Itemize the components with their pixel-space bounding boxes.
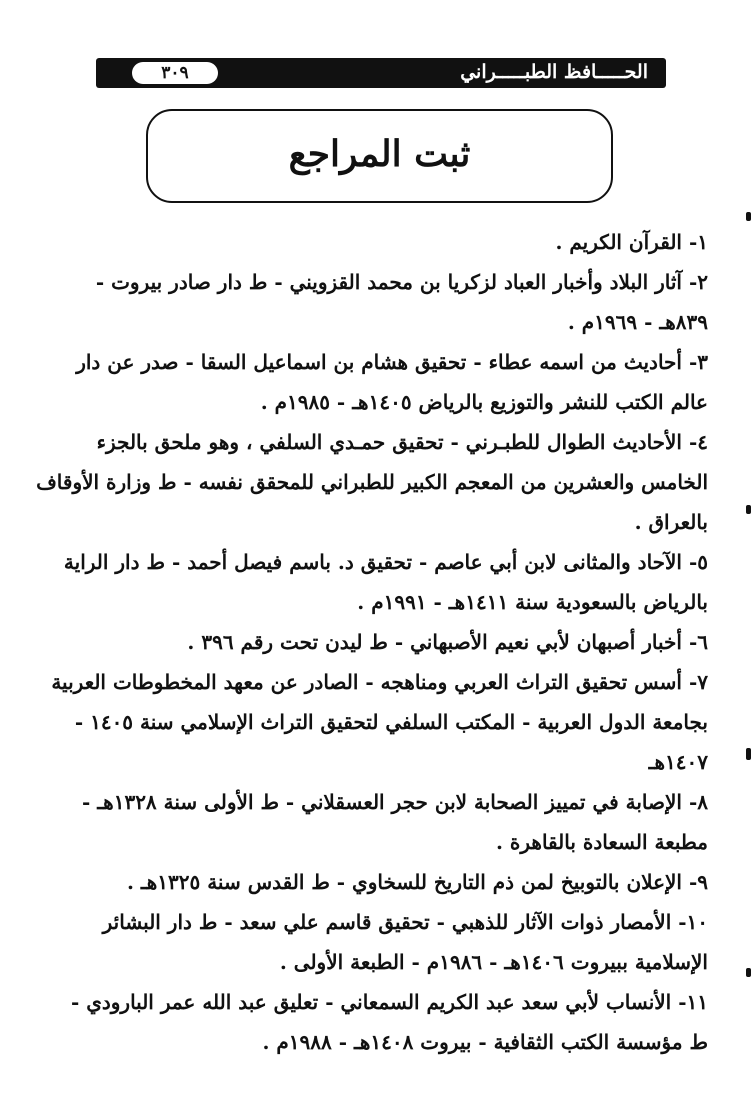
reference-line: الإسلامية ببيروت ١٤٠٦هـ - ١٩٨٦م - الطبعة الأولى . [279,950,708,974]
reference-line: ٨٣٩هـ - ١٩٦٩م . [567,310,708,334]
reference-line: ٩- الإعلان بالتوبيخ لمن ذم التاريخ للسخاوي - ط القدس سنة ١٣٢٥هـ . [126,870,708,894]
reference-line: ٥- الآحاد والمثانى لابن أبي عاصم - تحقيق د. باسم فيصل أحمد - ط دار الراية [63,550,708,574]
reference-line: ط مؤسسة الكتب الثقافية - بيروت ١٤٠٨هـ - ١٩٨٨م . [262,1030,708,1054]
section-title-frame [146,109,613,203]
reference-line: مطبعة السعادة بالقاهرة . [495,830,708,854]
reference-line: ٧- أسس تحقيق التراث العربي ومناهجه - الصادر عن معهد المخطوطات العربية [51,670,708,694]
margin-scan-mark [746,212,751,221]
reference-line: ٣- أحاديث من اسمه عطاء - تحقيق هشام بن اسماعيل السقا - صدر عن دار [76,350,708,374]
reference-line: بالعراق . [634,510,708,534]
section-title: ثبت المراجع [288,133,471,175]
reference-line: عالم الكتب للنشر والتوزيع بالرياض ١٤٠٥هـ - ١٩٨٥م . [260,390,708,414]
references-list [36,222,708,1062]
reference-line: ١٤٠٧هـ [648,750,708,774]
reference-line: ٤- الأحاديث الطوال للطبـرني - تحقيق حمـدي السلفي ، وهو ملحق بالجزء [96,430,708,454]
reference-line: ٢- آثار البلاد وأخبار العباد لزكريا بن محمد القزويني - ط دار صادر بيروت - [95,270,708,294]
margin-scan-mark [746,748,751,760]
reference-line: ١٠- الأمصار ذوات الآثار للذهبي - تحقيق قاسم علي سعد - ط دار البشائر [102,910,708,934]
margin-scan-mark [746,968,751,977]
reference-line: ١١- الأنساب لأبي سعد عبد الكريم السمعاني - تعليق عبد الله عمر البارودي - [70,990,708,1014]
reference-line: بجامعة الدول العربية - المكتب السلفي لتحقيق التراث الإسلامي سنة ١٤٠٥ - [74,710,708,734]
reference-line: ٨- الإصابة في تمييز الصحابة لابن حجر العسقلاني - ط الأولى سنة ١٣٢٨هـ - [82,790,708,814]
reference-line: بالرياض بالسعودية سنة ١٤١١هـ - ١٩٩١م . [357,590,708,614]
running-header [96,58,666,88]
reference-line: ١- القرآن الكريم . [555,230,708,254]
reference-line: ٦- أخبار أصبهان لأبي نعيم الأصبهاني - ط ليدن تحت رقم ٣٩٦ . [187,630,708,654]
running-header-title: الحـــــافظ الطبـــــراني [460,61,648,83]
page-number: ٣٠٩ [132,62,218,84]
margin-scan-mark [746,505,751,514]
reference-line: الخامس والعشرين من المعجم الكبير للطبراني للمحقق نفسه - ط وزارة الأوقاف [36,470,708,494]
